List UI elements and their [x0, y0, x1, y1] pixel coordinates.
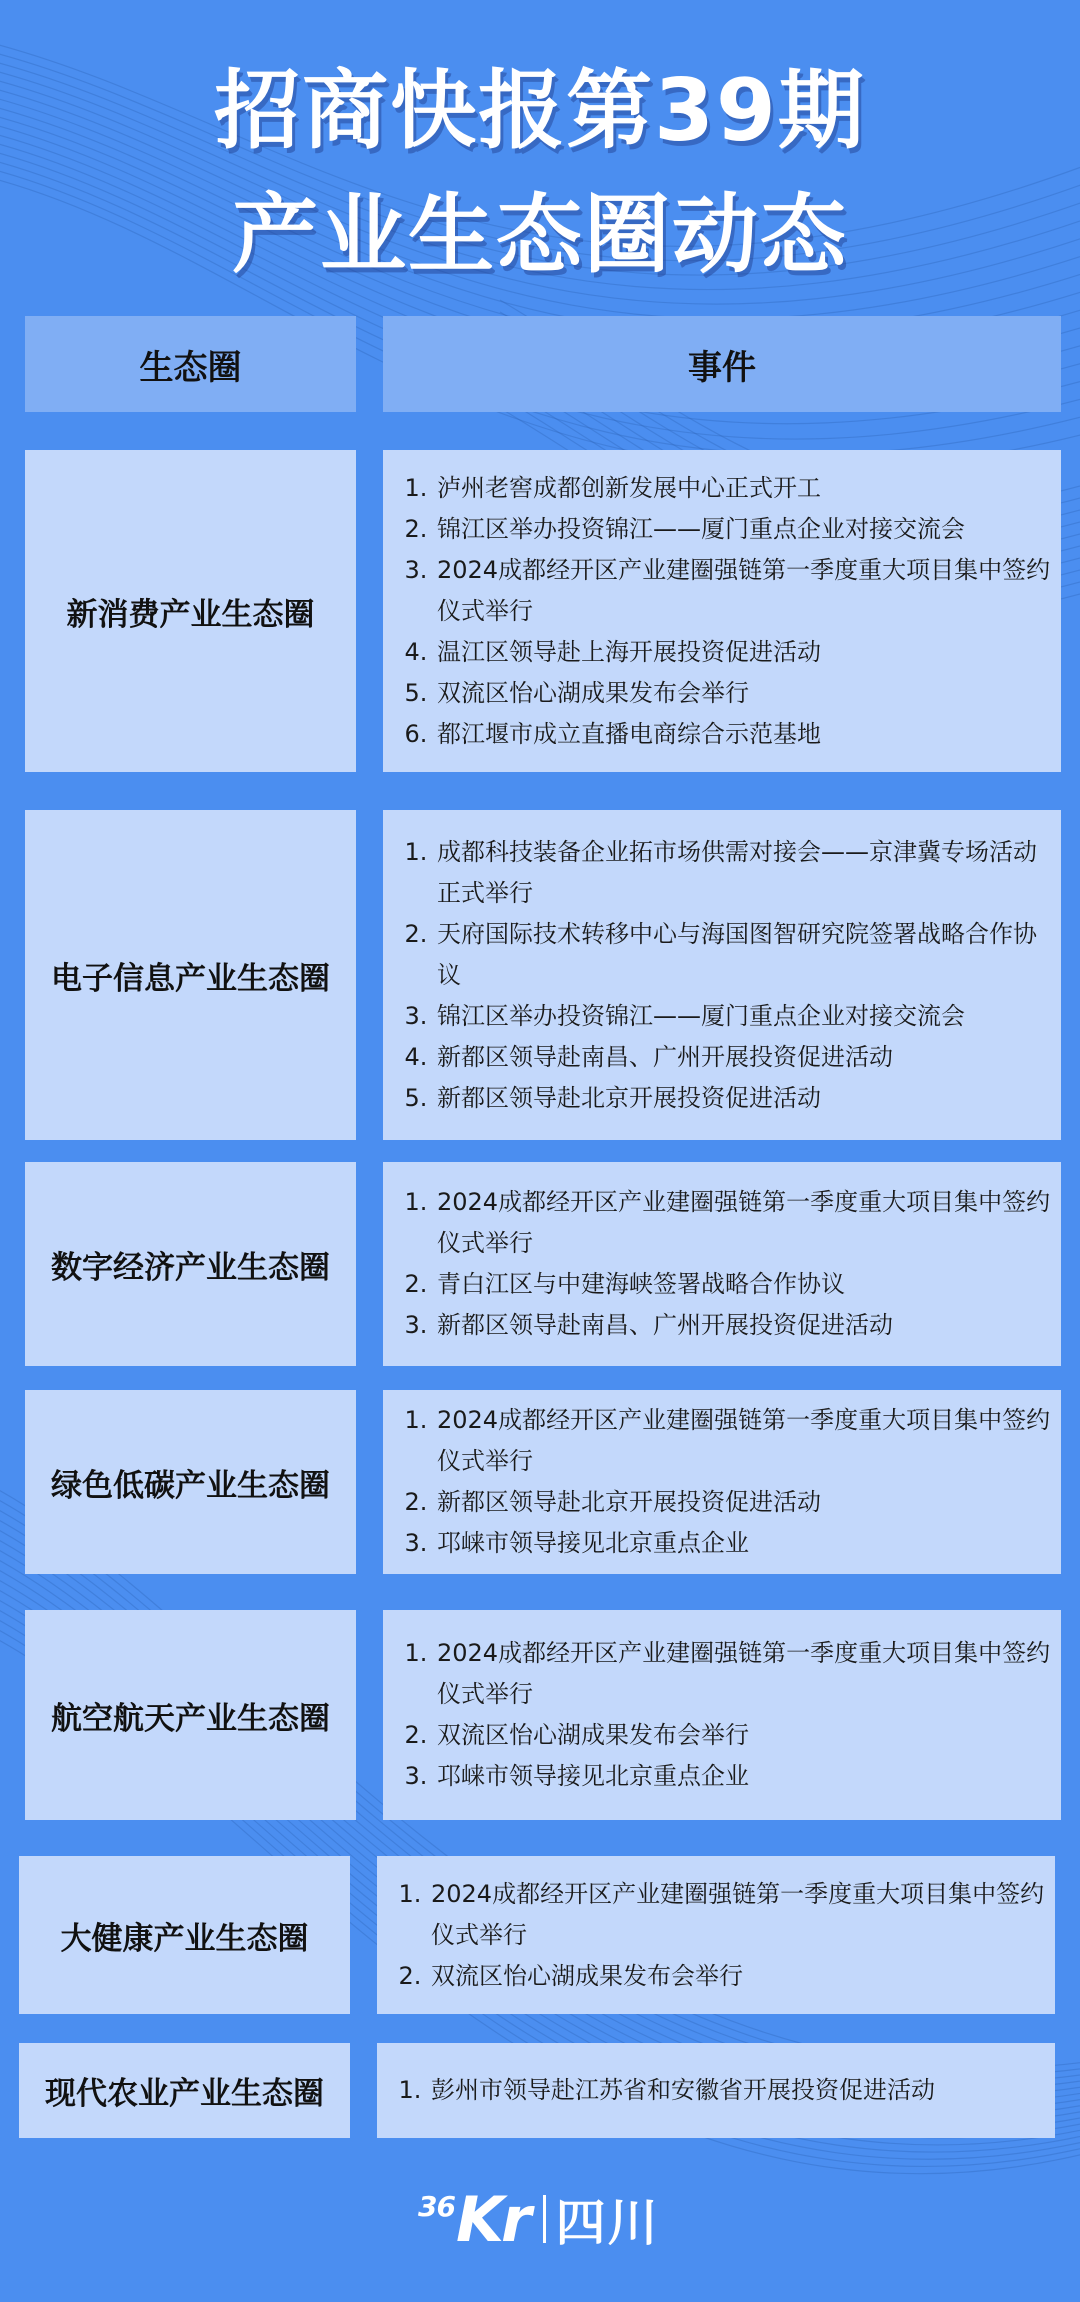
event-item: 2. 锦江区举办投资锦江——厦门重点企业对接交流会	[435, 509, 1053, 550]
ecosystem-category: 绿色低碳产业生态圈	[25, 1390, 356, 1574]
event-list	[405, 468, 1053, 755]
event-item: 1. 2024成都经开区产业建圈强链第一季度重大项目集中签约仪式举行	[435, 1182, 1053, 1264]
event-list-cell	[377, 2043, 1055, 2138]
header-events: 事件	[383, 316, 1061, 412]
event-list	[405, 1633, 1053, 1797]
event-item: 3. 邛崃市领导接见北京重点企业	[435, 1523, 1053, 1564]
page-title-line-2: 产业生态圈动态	[232, 185, 848, 285]
event-list-cell	[383, 810, 1061, 1140]
header-ecosystem: 生态圈	[25, 316, 356, 412]
event-list-cell	[383, 1610, 1061, 1820]
page-title-line-1: 招商快报第39期	[214, 61, 866, 161]
event-list-cell	[377, 1856, 1055, 2014]
event-list	[399, 2070, 1047, 2111]
event-item: 3. 2024成都经开区产业建圈强链第一季度重大项目集中签约仪式举行	[435, 550, 1053, 632]
event-list	[405, 1182, 1053, 1346]
ecosystem-category: 大健康产业生态圈	[19, 1856, 350, 2014]
event-item: 2. 双流区怡心湖成果发布会举行	[429, 1956, 1047, 1997]
ecosystem-category: 新消费产业生态圈	[25, 450, 356, 772]
event-item: 1. 成都科技装备企业拓市场供需对接会——京津冀专场活动正式举行	[435, 832, 1053, 914]
event-item: 3. 锦江区举办投资锦江——厦门重点企业对接交流会	[435, 996, 1053, 1037]
ecosystem-category: 航空航天产业生态圈	[25, 1610, 356, 1820]
logo-number: 36	[418, 2190, 455, 2223]
event-item: 2. 双流区怡心湖成果发布会举行	[435, 1715, 1053, 1756]
event-item: 5. 双流区怡心湖成果发布会举行	[435, 673, 1053, 714]
event-item: 1. 2024成都经开区产业建圈强链第一季度重大项目集中签约仪式举行	[435, 1400, 1053, 1482]
event-item: 3. 新都区领导赴南昌、广州开展投资促进活动	[435, 1305, 1053, 1346]
event-list	[405, 1400, 1053, 1564]
event-item: 1. 2024成都经开区产业建圈强链第一季度重大项目集中签约仪式举行	[435, 1633, 1053, 1715]
event-item: 4. 新都区领导赴南昌、广州开展投资促进活动	[435, 1037, 1053, 1078]
event-item: 1. 泸州老窖成都创新发展中心正式开工	[435, 468, 1053, 509]
event-item: 5. 新都区领导赴北京开展投资促进活动	[435, 1078, 1053, 1119]
ecosystem-category: 电子信息产业生态圈	[25, 810, 356, 1140]
event-item: 4. 温江区领导赴上海开展投资促进活动	[435, 632, 1053, 673]
ecosystem-category: 现代农业产业生态圈	[19, 2043, 350, 2138]
36kr-sichuan-logo	[418, 2182, 678, 2256]
event-item: 1. 2024成都经开区产业建圈强链第一季度重大项目集中签约仪式举行	[429, 1874, 1047, 1956]
event-item: 6. 都江堰市成立直播电商综合示范基地	[435, 714, 1053, 755]
event-list-cell	[383, 1390, 1061, 1574]
event-list	[399, 1874, 1047, 1997]
event-item: 2. 青白江区与中建海峡签署战略合作协议	[435, 1264, 1053, 1305]
event-list-cell	[383, 1162, 1061, 1366]
event-item: 3. 邛崃市领导接见北京重点企业	[435, 1756, 1053, 1797]
event-item: 2. 天府国际技术转移中心与海国图智研究院签署战略合作协议	[435, 914, 1053, 996]
logo-city: 四川	[555, 2194, 660, 2252]
event-list-cell	[383, 450, 1061, 772]
logo-divider	[543, 2195, 546, 2243]
event-list	[405, 832, 1053, 1119]
event-item: 2. 新都区领导赴北京开展投资促进活动	[435, 1482, 1053, 1523]
logo-brand: Kr	[455, 2182, 529, 2256]
ecosystem-category: 数字经济产业生态圈	[25, 1162, 356, 1366]
event-item: 1. 彭州市领导赴江苏省和安徽省开展投资促进活动	[429, 2070, 1047, 2111]
